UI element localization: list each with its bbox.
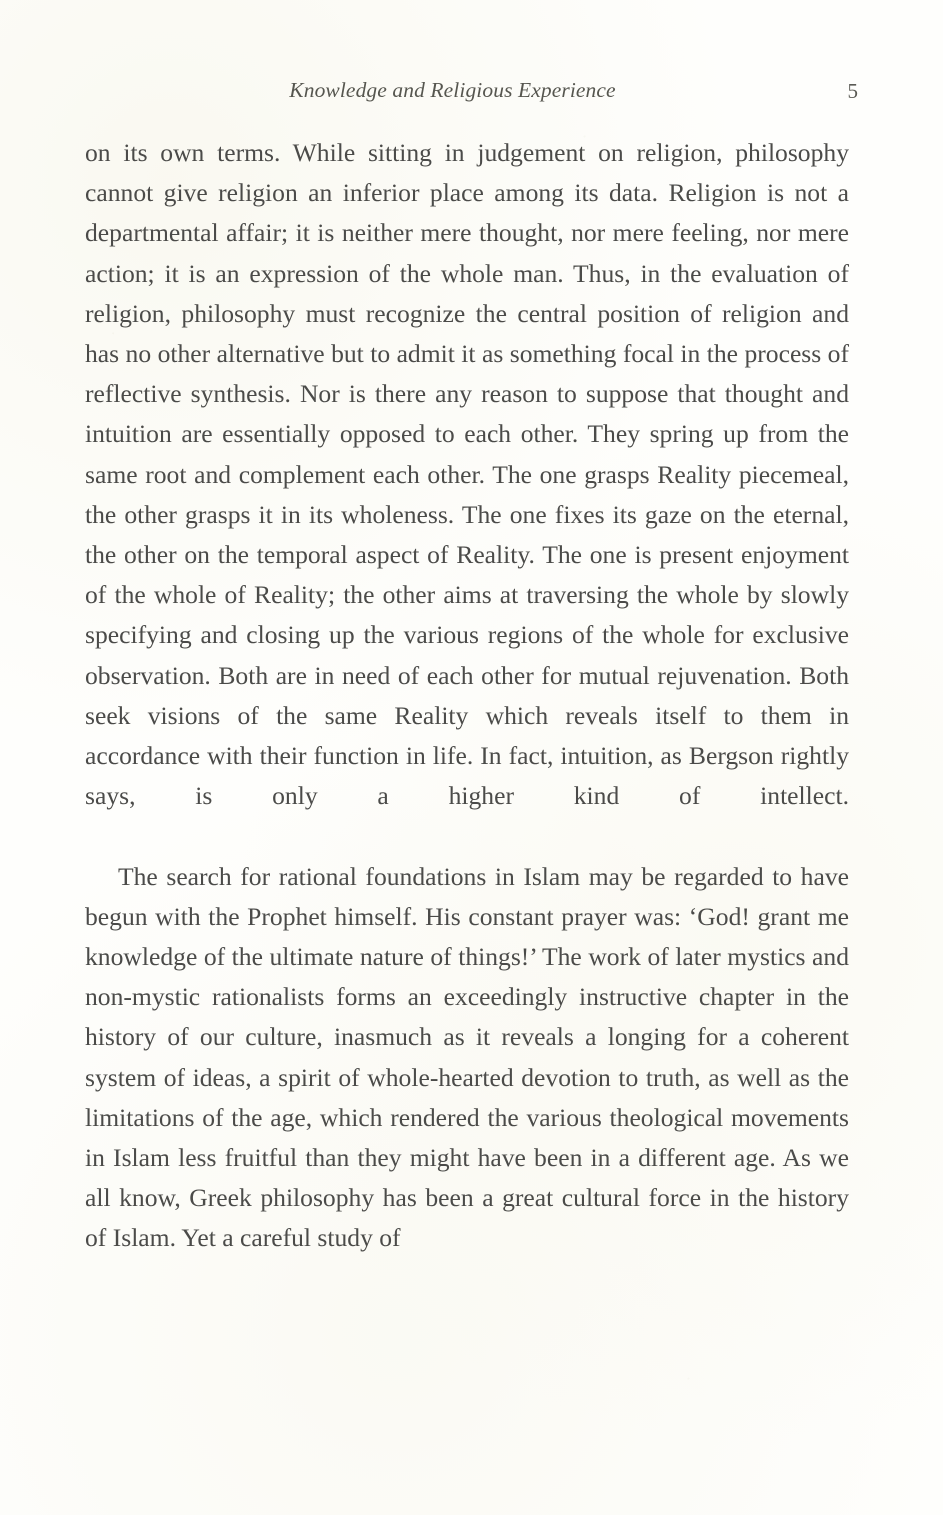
paragraph-1: on its own terms. While sitting in judgement on religion, philosophy cannot give religion an inferior place among its data. Religion is not a departmental affair; it is neither mere thought, nor mere feeling, nor mere action; it is an expression of the whole man. Thus, in the evaluation of religion, philosophy must recognize the central position of religion and has no other alternative but to admit it as something focal in the process of reflective synthesis. Nor is there any reason to suppose that thought and intuition are essentially opposed to each other. They spring up from the same root and complement each other. The one grasps Reality piecemeal, the other grasps it in its wholeness. The one fixes its gaze on the eternal, the other on the temporal aspect of Reality. The one is present enjoyment of the whole of Reality; the other aims at traversing the whole by slowly specifying and closing up the various regions of the whole for exclusive observation. Both are in need of each other for mutual rejuvenation. Both seek visions of the same Reality which reveals itself to them in accordance with their function in life. In fact, intuition, as Bergson rightly says, is only a higher kind of intellect. (85, 138, 849, 811)
paragraph-2: The search for rational foundations in Islam may be regarded to have begun with the Prophet himself. His constant prayer was: ‘God! grant me knowledge of the ultimate nature of things!’ The work of later mystics and non-mystic rationalists forms an exceedingly instructive chapter in the history of our culture, inasmuch as it reveals a longing for a coherent system of ideas, a spirit of whole-hearted devotion to truth, as well as the limitations of the age, which rendered the various theological movements in Islam less fruitful than they might have been in a different age. As we all know, Greek philosophy has been a great cultural force in the history of Islam. Yet a careful study of (85, 861, 849, 1253)
page-number: 5 (847, 79, 858, 103)
body-text-block (85, 133, 849, 1259)
running-head (85, 78, 858, 112)
running-head-title: Knowledge and Religious Experience (289, 78, 616, 102)
